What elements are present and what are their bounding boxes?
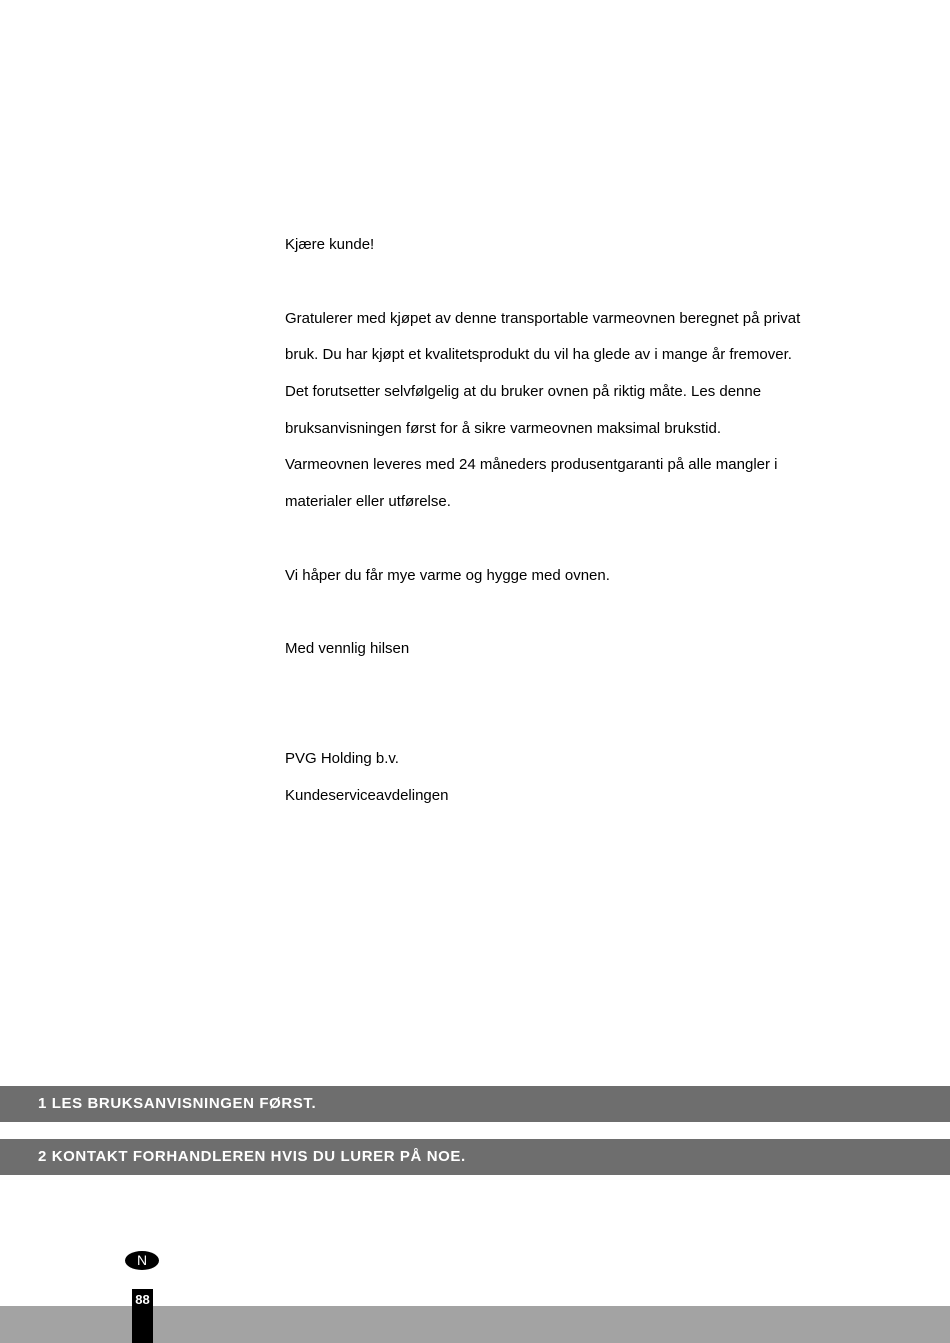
paragraph-line: bruk. Du har kjøpt et kvalitetsprodukt du vil ha glede av i mange år fremover.	[285, 346, 792, 363]
paragraph-line: Varmeovnen leveres med 24 måneders produsentgaranti på alle mangler i	[285, 456, 778, 473]
sign-off: Med vennlig hilsen	[285, 640, 410, 657]
language-badge: N	[125, 1251, 159, 1270]
closing-wish: Vi håper du får mye varme og hygge med ovnen.	[285, 567, 610, 584]
department-name: Kundeserviceavdelingen	[285, 787, 449, 804]
paragraph-line: Det forutsetter selvfølgelig at du bruker ovnen på riktig måte. Les denne	[285, 383, 762, 400]
paragraph-line: materialer eller utførelse.	[285, 493, 451, 510]
notice-band-2: 2 KONTAKT FORHANDLEREN HVIS DU LURER PÅ NOE.	[0, 1139, 950, 1175]
paragraph-line: bruksanvisningen først for å sikre varmeovnen maksimal brukstid.	[285, 420, 721, 437]
paragraph-line: Gratulerer med kjøpet av denne transportable varmeovnen beregnet på privat	[285, 310, 801, 327]
company-name: PVG Holding b.v.	[285, 750, 399, 767]
page-number: 88	[132, 1289, 153, 1343]
salutation: Kjære kunde!	[285, 236, 375, 253]
notice-band-1: 1 LES BRUKSANVISNINGEN FØRST.	[0, 1086, 950, 1122]
